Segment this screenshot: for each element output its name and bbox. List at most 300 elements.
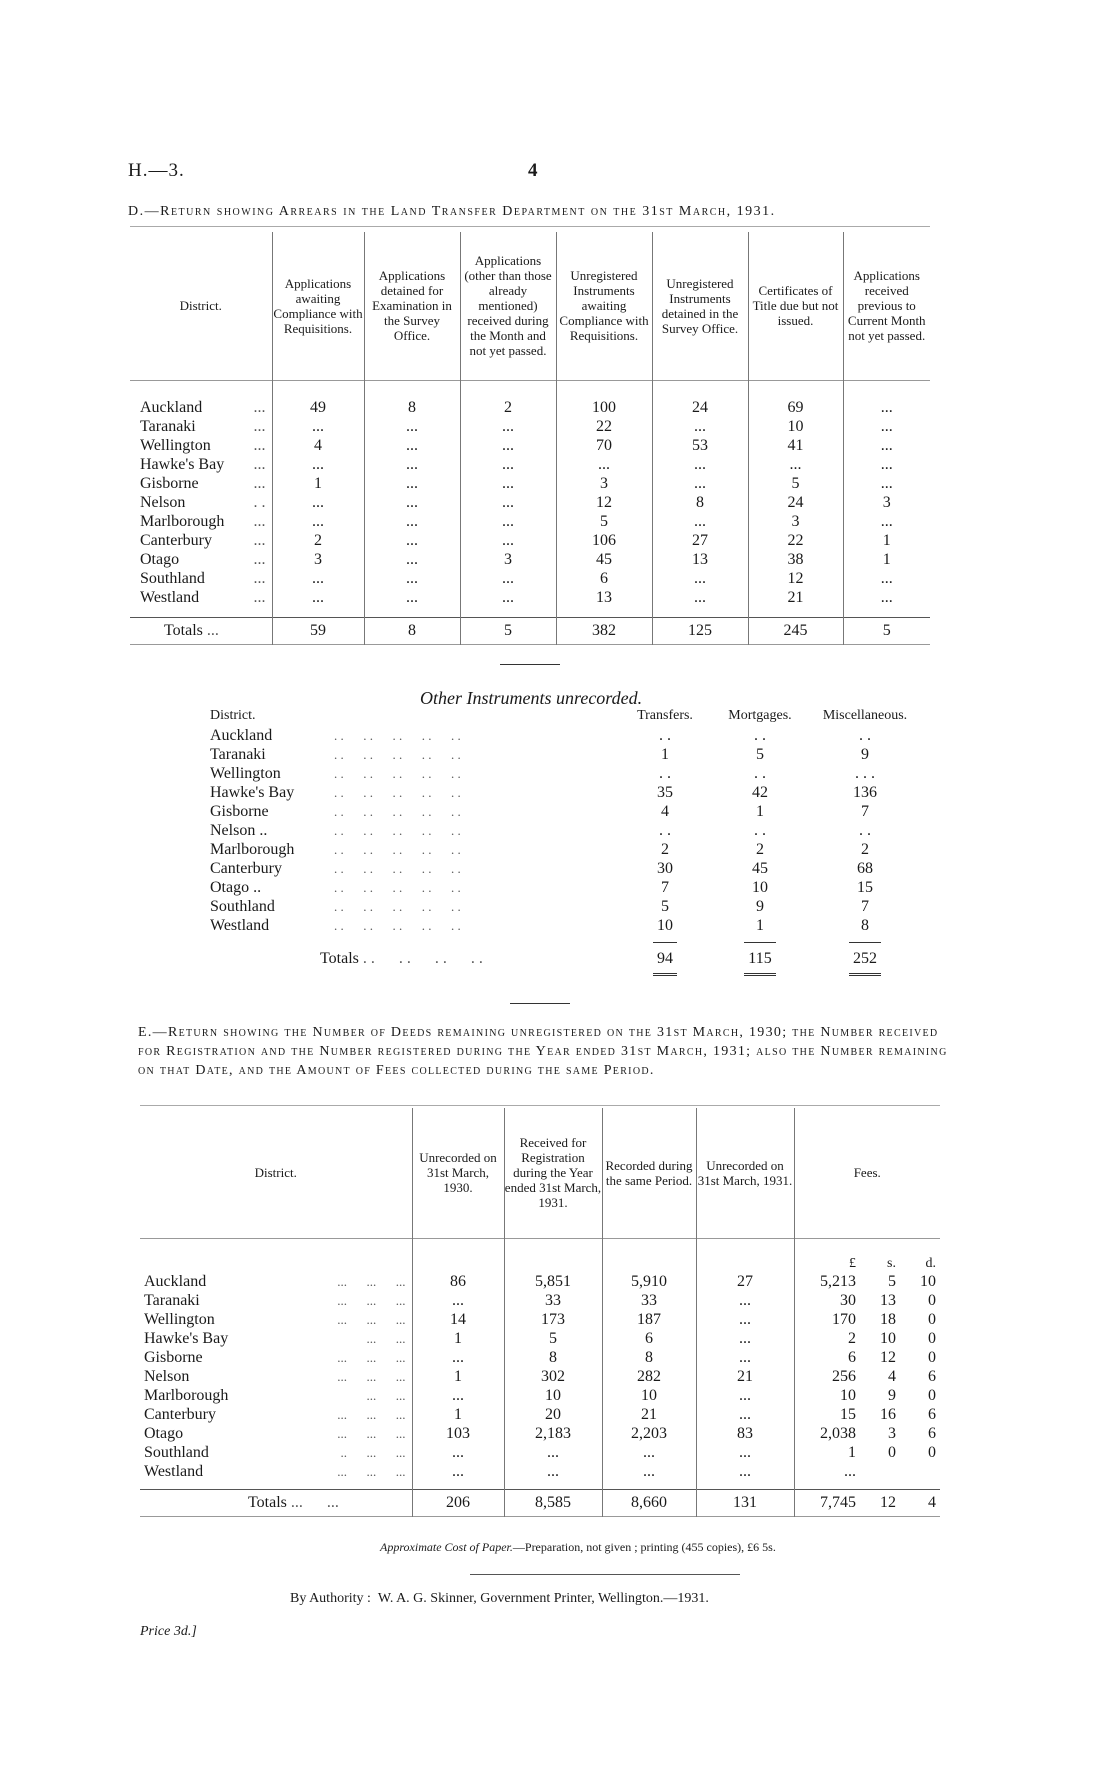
value-cell: ...: [364, 512, 460, 531]
district-cell: Nelson ..: [210, 822, 268, 839]
value-cell: 2,183: [504, 1424, 602, 1443]
leader-dots: . . . . . . . . . .: [334, 899, 461, 914]
value-cell: ...: [652, 569, 748, 588]
value-cell: 5: [748, 474, 843, 493]
district-cell: [140, 1272, 412, 1291]
table-row: [130, 512, 930, 531]
district-name: Otago: [140, 551, 180, 568]
table-row: [210, 802, 920, 821]
value-cell: ...: [364, 474, 460, 493]
table-d-header-row: [130, 232, 930, 380]
value-cell: ...: [364, 493, 460, 512]
district-cell: [140, 1348, 412, 1367]
table-d-total-cell: 8: [364, 617, 460, 644]
value-cell: 3: [556, 474, 652, 493]
value-cell: 8: [364, 398, 460, 417]
district-cell: [130, 531, 272, 550]
value-cell: 6: [602, 1329, 696, 1348]
value-cell: 10: [504, 1386, 602, 1405]
fee-shillings-cell: 16: [880, 1406, 896, 1423]
leader-dots: ...: [253, 551, 266, 568]
value-cell: 1: [412, 1329, 504, 1348]
district-name: Southland: [144, 1444, 209, 1461]
leader-dots: ...: [253, 437, 266, 454]
leader-dots: ... ...: [347, 1388, 406, 1403]
table-row: [130, 455, 930, 474]
table-e-top-rule: [140, 1105, 940, 1106]
fee-pence-cell: 6: [928, 1368, 936, 1385]
value-cell: ...: [696, 1329, 794, 1348]
value-cell: ...: [652, 417, 748, 436]
value-cell: ...: [412, 1386, 504, 1405]
misc-cell: 7: [861, 898, 869, 915]
value-cell: 24: [748, 493, 843, 512]
value-cell: 70: [556, 436, 652, 455]
transfers-cell: 30: [657, 860, 673, 877]
value-cell: ...: [364, 455, 460, 474]
fee-shillings-cell: 9: [888, 1387, 896, 1404]
misc-cell: 2: [861, 841, 869, 858]
value-cell: ...: [602, 1443, 696, 1462]
value-cell: 5: [556, 512, 652, 531]
mortgages-cell: 2: [756, 841, 764, 858]
mortgages-cell: . .: [754, 765, 766, 782]
leader-dots: ...: [253, 399, 266, 416]
footer-rule: [470, 1574, 740, 1575]
value-cell: ...: [843, 455, 930, 474]
table-e-col-recorded: Recorded during the same Period.: [602, 1108, 696, 1238]
table-row: [210, 916, 920, 935]
transfers-cell: . .: [659, 822, 671, 839]
mortgages-cell: 10: [752, 879, 768, 896]
leader-dots: . . . . . . . . . .: [334, 861, 461, 876]
oi-total-misc: 252: [853, 950, 877, 967]
table-row: [210, 783, 920, 802]
leader-dots: . . . . . . . . . .: [334, 880, 461, 895]
district-cell: [140, 1386, 412, 1405]
table-e-total-shillings: 12: [880, 1494, 896, 1511]
table-e-spacer: [140, 1481, 940, 1489]
value-cell: ...: [364, 550, 460, 569]
district-cell: [130, 398, 272, 417]
fee-pounds-cell: 6: [794, 1348, 856, 1367]
value-cell: 3: [843, 493, 930, 512]
value-cell: 27: [696, 1272, 794, 1291]
value-cell: 27: [652, 531, 748, 550]
mortgages-cell: 5: [756, 746, 764, 763]
table-d-total-cell: 382: [556, 617, 652, 644]
value-cell: ...: [748, 455, 843, 474]
value-cell: 33: [602, 1291, 696, 1310]
table-d-totals-label: Totals ...: [164, 622, 219, 639]
table-row: [140, 1424, 940, 1443]
oi-total-mortgages: 115: [748, 950, 772, 967]
district-cell: Taranaki: [210, 746, 266, 763]
district-name: Marlborough: [140, 513, 225, 530]
leader-dots: ... ... ...: [337, 1369, 406, 1384]
leader-dots: . . . . . . . . . .: [334, 804, 461, 819]
other-instruments-title: Other Instruments unrecorded.: [420, 688, 643, 708]
table-d-col-unreg-awaiting: Unregistered Instruments awaiting Compliance with Requisitions.: [556, 232, 652, 380]
fee-shillings-cell: [856, 1462, 896, 1481]
district-cell: [130, 569, 272, 588]
fee-shillings-cell: 0: [888, 1444, 896, 1461]
fee-pounds-cell: 10: [794, 1386, 856, 1405]
value-cell: 8: [602, 1348, 696, 1367]
leader-dots: ... ...: [347, 1331, 406, 1346]
leader-dots: . . . . . . . . . .: [334, 823, 461, 838]
table-row: [140, 1329, 940, 1348]
value-cell: 282: [602, 1367, 696, 1386]
district-cell: [130, 550, 272, 569]
misc-cell: 8: [861, 917, 869, 934]
leader-dots: ...: [253, 513, 266, 530]
leader-dots: . . . . . . . . . .: [334, 785, 461, 800]
district-cell: [140, 1462, 412, 1481]
fee-pounds-cell: 1: [794, 1443, 856, 1462]
value-cell: 3: [460, 550, 556, 569]
value-cell: ...: [843, 588, 930, 607]
table-e-units-row: [140, 1238, 940, 1272]
fee-shillings-cell: 18: [880, 1311, 896, 1328]
district-name: Nelson: [140, 494, 186, 511]
district-name: Marlborough: [144, 1387, 229, 1404]
mortgages-cell: 9: [756, 898, 764, 915]
misc-cell: 7: [861, 803, 869, 820]
value-cell: 20: [504, 1405, 602, 1424]
table-row: [140, 1462, 940, 1481]
misc-cell: . .: [859, 727, 871, 744]
fee-pounds-cell: ...: [794, 1462, 856, 1481]
leader-dots: . . . . . . . . . .: [334, 918, 461, 933]
district-name: Canterbury: [144, 1406, 216, 1423]
value-cell: ...: [504, 1462, 602, 1481]
fee-pence-cell: 0: [928, 1387, 936, 1404]
leader-dots: ... ... ...: [337, 1426, 406, 1441]
page-number: 4: [528, 160, 538, 181]
value-cell: ...: [696, 1386, 794, 1405]
value-cell: ...: [460, 474, 556, 493]
authority-line: By Authority : W. A. G. Skinner, Government Printer, Wellington.—1931.: [290, 1591, 709, 1606]
value-cell: ...: [272, 512, 364, 531]
leader-dots: . .: [253, 494, 266, 511]
value-cell: ...: [652, 474, 748, 493]
value-cell: 21: [602, 1405, 696, 1424]
value-cell: ...: [652, 455, 748, 474]
table-d-totals-row: [130, 617, 930, 644]
value-cell: 33: [504, 1291, 602, 1310]
misc-cell: . . .: [855, 765, 875, 782]
value-cell: 41: [748, 436, 843, 455]
table-d-col-certificates: Certificates of Title due but not issued.: [748, 232, 843, 380]
oi-col-district: District.: [210, 708, 256, 723]
leader-dots: ...: [253, 456, 266, 473]
table-e-col-district: District.: [254, 1165, 297, 1181]
leader-dots: ...: [253, 475, 266, 492]
district-name: Westland: [144, 1463, 204, 1480]
value-cell: 22: [748, 531, 843, 550]
fee-pounds-cell: 5,213: [794, 1272, 856, 1291]
district-name: Hawke's Bay: [140, 456, 225, 473]
leader-dots: ... ... ...: [337, 1312, 406, 1327]
district-name: Nelson: [144, 1368, 190, 1385]
district-name: Wellington: [140, 437, 211, 454]
district-cell: Westland: [210, 917, 270, 934]
table-e-body: [140, 1272, 940, 1481]
value-cell: 45: [556, 550, 652, 569]
table-row: [140, 1310, 940, 1329]
table-d-top-rule: [130, 226, 930, 227]
district-cell: [140, 1405, 412, 1424]
value-cell: ...: [843, 569, 930, 588]
value-cell: 5,910: [602, 1272, 696, 1291]
value-cell: 49: [272, 398, 364, 417]
mortgages-cell: 1: [756, 803, 764, 820]
value-cell: ...: [843, 436, 930, 455]
district-name: Hawke's Bay: [144, 1330, 229, 1347]
value-cell: 53: [652, 436, 748, 455]
value-cell: ...: [696, 1462, 794, 1481]
fee-shillings-cell: 12: [880, 1349, 896, 1366]
misc-cell: 68: [857, 860, 873, 877]
value-cell: 3: [272, 550, 364, 569]
table-row: [130, 531, 930, 550]
value-cell: ...: [272, 588, 364, 607]
transfers-cell: 7: [661, 879, 669, 896]
value-cell: ...: [272, 493, 364, 512]
district-cell: [140, 1310, 412, 1329]
fee-pence-cell: 6: [928, 1425, 936, 1442]
value-cell: ...: [412, 1291, 504, 1310]
district-cell: [140, 1443, 412, 1462]
value-cell: 24: [652, 398, 748, 417]
section-divider-2: [510, 1003, 570, 1004]
value-cell: ...: [460, 588, 556, 607]
table-row: [140, 1386, 940, 1405]
oi-col-mortgages: Mortgages.: [728, 708, 792, 723]
oi-rule-row: [210, 935, 920, 949]
leader-dots: ... ... ...: [337, 1464, 406, 1479]
table-d-col-unreg-detained: Unregistered Instruments detained in the Survey Office.: [652, 232, 748, 380]
fee-pounds-cell: 2: [794, 1329, 856, 1348]
oi-col-misc: Miscellaneous.: [822, 708, 908, 723]
value-cell: 10: [602, 1386, 696, 1405]
value-cell: ...: [460, 569, 556, 588]
leader-dots: . . . . . . . . . .: [334, 842, 461, 857]
value-cell: ...: [460, 512, 556, 531]
value-cell: 13: [652, 550, 748, 569]
value-cell: 22: [556, 417, 652, 436]
fee-shillings-cell: 3: [888, 1425, 896, 1442]
value-cell: ...: [602, 1462, 696, 1481]
fee-pounds-cell: 30: [794, 1291, 856, 1310]
value-cell: 86: [412, 1272, 504, 1291]
value-cell: 21: [748, 588, 843, 607]
table-row: [210, 859, 920, 878]
table-row: [130, 398, 930, 417]
value-cell: 1: [843, 531, 930, 550]
leader-dots: ...: [253, 532, 266, 549]
leader-dots: ... ... ...: [337, 1407, 406, 1422]
value-cell: 10: [748, 417, 843, 436]
table-row: [140, 1348, 940, 1367]
district-name: Taranaki: [144, 1292, 200, 1309]
table-row: [140, 1443, 940, 1462]
table-d-spacer-2: [130, 607, 930, 617]
table-d-total-cell: 5: [843, 617, 930, 644]
transfers-cell: 4: [661, 803, 669, 820]
fee-shillings-cell: 4: [888, 1368, 896, 1385]
value-cell: 302: [504, 1367, 602, 1386]
table-e-col-received: Received for Registration during the Year ended 31st March, 1931.: [504, 1108, 602, 1238]
leader-dots: ... ... ...: [337, 1350, 406, 1365]
mortgages-cell: 45: [752, 860, 768, 877]
district-cell: [130, 417, 272, 436]
table-row: [130, 493, 930, 512]
district-cell: Southland: [210, 898, 275, 915]
leader-dots: ...: [253, 418, 266, 435]
section-divider: [500, 664, 560, 665]
value-cell: ...: [364, 588, 460, 607]
value-cell: 5: [504, 1329, 602, 1348]
district-cell: Hawke's Bay: [210, 784, 295, 801]
mortgages-cell: 1: [756, 917, 764, 934]
table-e-header-row: [140, 1108, 940, 1238]
other-instruments-body: [210, 726, 920, 935]
district-cell: [130, 436, 272, 455]
misc-cell: 9: [861, 746, 869, 763]
misc-cell: 15: [857, 879, 873, 896]
fee-pence-cell: 6: [928, 1406, 936, 1423]
leader-dots: ... ... ...: [337, 1293, 406, 1308]
table-e-total-pence: 4: [928, 1494, 936, 1511]
district-cell: [130, 493, 272, 512]
value-cell: ...: [652, 588, 748, 607]
table-e-totals-row: [140, 1489, 940, 1516]
value-cell: ...: [843, 417, 930, 436]
value-cell: 83: [696, 1424, 794, 1443]
fee-pence-cell: 0: [928, 1292, 936, 1309]
value-cell: ...: [652, 512, 748, 531]
table-row: [140, 1405, 940, 1424]
transfers-cell: 10: [657, 917, 673, 934]
value-cell: 1: [843, 550, 930, 569]
district-cell: [130, 474, 272, 493]
table-d-col-detained: Applications detained for Examination in the Survey Office.: [364, 232, 460, 380]
table-e-total-cell: 206: [412, 1489, 504, 1516]
fee-pence-cell: 0: [928, 1349, 936, 1366]
table-e-total-cell: 8,585: [504, 1489, 602, 1516]
table-e-col-unrecorded-1930: Unrecorded on 31st March, 1930.: [412, 1108, 504, 1238]
fee-pence-cell: 0: [928, 1311, 936, 1328]
value-cell: 1: [412, 1367, 504, 1386]
district-cell: Wellington: [210, 765, 281, 782]
table-d-col-awaiting: Applications awaiting Compliance with Requisitions.: [272, 232, 364, 380]
fee-shillings-cell: 10: [880, 1330, 896, 1347]
transfers-cell: . .: [659, 727, 671, 744]
table-row: [140, 1272, 940, 1291]
value-cell: ...: [412, 1348, 504, 1367]
leader-dots: . . . . . . . . . .: [334, 747, 461, 762]
value-cell: 8: [652, 493, 748, 512]
transfers-cell: . .: [659, 765, 671, 782]
table-row: [130, 417, 930, 436]
value-cell: 13: [556, 588, 652, 607]
value-cell: 1: [412, 1405, 504, 1424]
district-name: Canterbury: [140, 532, 212, 549]
value-cell: 2: [460, 398, 556, 417]
table-row: [210, 764, 920, 783]
district-name: Westland: [140, 589, 200, 606]
leader-dots: . . . . . . . . . .: [334, 766, 461, 781]
district-name: Wellington: [144, 1311, 215, 1328]
value-cell: ...: [272, 455, 364, 474]
district-cell: Otago ..: [210, 879, 262, 896]
other-instruments-table: [210, 706, 920, 980]
table-row: [130, 569, 930, 588]
value-cell: ...: [364, 531, 460, 550]
table-d-total-cell: 5: [460, 617, 556, 644]
value-cell: 173: [504, 1310, 602, 1329]
district-name: Gisborne: [144, 1349, 203, 1366]
table-e-total-pounds: 7,745: [794, 1489, 856, 1516]
fee-shillings-cell: 5: [888, 1273, 896, 1290]
leader-dots: ... ... ...: [337, 1274, 406, 1289]
table-d-total-cell: 245: [748, 617, 843, 644]
value-cell: 1: [272, 474, 364, 493]
district-name: Southland: [140, 570, 205, 587]
table-row: [210, 726, 920, 745]
mortgages-cell: . .: [754, 727, 766, 744]
table-row: [140, 1367, 940, 1386]
table-row: [210, 840, 920, 859]
value-cell: ...: [412, 1462, 504, 1481]
table-d-total-cell: 125: [652, 617, 748, 644]
table-e: [140, 1108, 940, 1517]
value-cell: ...: [696, 1348, 794, 1367]
value-cell: ...: [696, 1291, 794, 1310]
oi-double-rule-row: [210, 968, 920, 980]
district-cell: [130, 588, 272, 607]
table-row: [210, 745, 920, 764]
table-d-total-cell: 59: [272, 617, 364, 644]
fee-pounds-cell: 2,038: [794, 1424, 856, 1443]
district-cell: Auckland: [210, 727, 273, 744]
district-cell: Marlborough: [210, 841, 295, 858]
transfers-cell: 5: [661, 898, 669, 915]
misc-cell: 136: [853, 784, 877, 801]
oi-totals-label: Totals . . . . . . . .: [320, 950, 483, 967]
value-cell: ...: [556, 455, 652, 474]
table-e-total-cell: 131: [696, 1489, 794, 1516]
table-d-body: [130, 398, 930, 607]
value-cell: 187: [602, 1310, 696, 1329]
district-cell: [140, 1367, 412, 1386]
other-instruments-header-row: [210, 706, 920, 726]
fee-shillings-cell: 13: [880, 1292, 896, 1309]
table-d-spacer: [130, 380, 930, 398]
leader-dots: ...: [253, 570, 266, 587]
fee-pence-cell: 10: [920, 1273, 936, 1290]
value-cell: 12: [556, 493, 652, 512]
value-cell: 3: [748, 512, 843, 531]
value-cell: ...: [364, 436, 460, 455]
table-row: [210, 821, 920, 840]
value-cell: ...: [696, 1405, 794, 1424]
district-cell: Canterbury: [210, 860, 282, 877]
table-d-col-received: Applications (other than those already mentioned) received during the Month and not yet passed.: [460, 232, 556, 380]
table-row: [130, 588, 930, 607]
